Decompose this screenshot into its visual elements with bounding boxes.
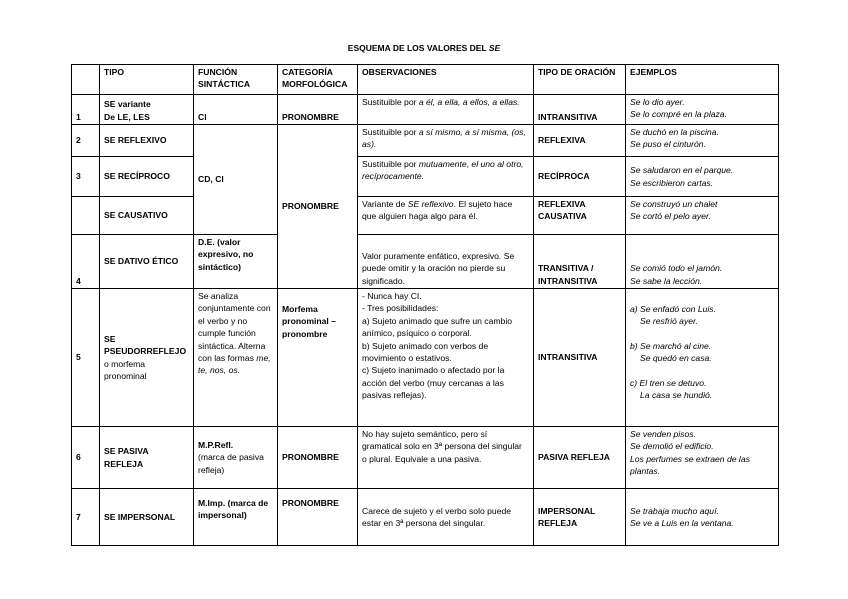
obs-line: - Nunca hay CI. (362, 291, 422, 301)
cell-tipo: SE REFLEXIVO (100, 125, 194, 157)
cell-text-bold: M.P.Refl. (198, 439, 234, 450)
cell-observaciones (358, 157, 534, 197)
cell-observaciones (358, 95, 534, 125)
cell-ejemplos (626, 489, 779, 546)
cell-text-italic: a sí mismo, a sí misma, (os, as). (362, 127, 526, 150)
cell-tipo-oracion (534, 197, 626, 235)
cell-funcion (194, 289, 278, 427)
cell-text: CAUSATIVA (538, 211, 587, 222)
row-number: 2 (72, 125, 100, 157)
row-number: 7 (72, 489, 100, 546)
cell-text: Sustituible por (362, 159, 419, 169)
cell-text-bold: M.Imp. (198, 498, 226, 508)
cell-tipo-oracion: IMPERSONAL REFLEJA (534, 489, 626, 546)
table-row (72, 489, 779, 546)
cell-text: De LE, LES (104, 111, 150, 122)
cell-observaciones (358, 197, 534, 235)
cell-text: Sustituible por (362, 97, 419, 107)
row-number: 4 (72, 235, 100, 289)
example: Se sabe la lección. (630, 275, 703, 286)
page-title: ESQUEMA DE LOS VALORES DEL SE (347, 43, 501, 53)
cell-text-italic: me, te, nos, os. (198, 353, 271, 376)
example: La casa se hundió. (640, 390, 713, 401)
example: Se lo compré en la plaza. (630, 109, 727, 120)
header-tipo: TIPO (100, 65, 194, 95)
cell-observaciones (358, 125, 534, 157)
cell-tipo-oracion: INTRANSITIVA (534, 289, 626, 427)
se-values-table (71, 64, 779, 546)
cell-text: . El sujeto hace que alguien haga algo para él. (362, 199, 513, 222)
cell-funcion (194, 427, 278, 489)
obs-line: b) Sujeto animado con verbos de movimiento o estativos. (362, 340, 489, 364)
example: Se ve a Luis en la ventana. (630, 518, 734, 528)
cell-observaciones (358, 289, 534, 427)
cell-tipo-oracion: INTRANSITIVA (534, 95, 626, 125)
table-row (72, 289, 779, 427)
cell-tipo-oracion: RECÍPROCA (534, 157, 626, 197)
example: Se escribieron cartas. (630, 177, 714, 188)
obs-line: - Tres posibilidades: (362, 303, 439, 314)
header-funcion: FUNCIÓN SINTÁCTICA (194, 65, 278, 95)
cell-tipo: SE IMPERSONAL (100, 489, 194, 546)
cell-tipo (100, 95, 194, 125)
cell-ejemplos (626, 95, 779, 125)
table-row (72, 95, 779, 125)
cell-ejemplos (626, 289, 779, 427)
cell-funcion: CI (194, 95, 278, 125)
header-num (72, 65, 100, 95)
cell-text: Se analiza conjuntamente con el verbo y no cumple función sintáctica. Alterna con las formas (198, 291, 271, 364)
table-row (72, 427, 779, 489)
example: Se resfrió ayer. (640, 316, 698, 327)
cell-ejemplos (626, 235, 779, 289)
cell-text-italic: el uno al otro, recíprocamente. (362, 159, 524, 182)
example: a) Se enfadó con Luis. (630, 304, 716, 314)
cell-observaciones: Carece de sujeto y el verbo solo puede estar en 3ª persona del singular. (358, 489, 534, 546)
title-italic: SE (488, 43, 501, 53)
cell-text: o morfema pronominal (104, 358, 147, 381)
header-ejemplos: EJEMPLOS (626, 65, 779, 95)
obs-line: a) Sujeto animado que sufre un cambio anímico, psíquico o corporal. (362, 315, 513, 339)
cell-categoria: PRONOMBRE (278, 125, 358, 289)
header-categoria: CATEGORÍA MORFOLÓGICA (278, 65, 358, 95)
cell-text-bold: D.E. (198, 237, 215, 247)
example: Se cortó el pelo ayer. (630, 211, 711, 222)
cell-funcion (194, 235, 278, 289)
example: b) Se marchó al cine. (630, 340, 712, 351)
cell-text: Sustituible por (362, 127, 419, 137)
table-row (72, 157, 779, 197)
header-row (72, 65, 779, 95)
cell-ejemplos (626, 427, 779, 489)
cell-observaciones: Valor puramente enfático, expresivo. Se puede omitir y la oración no pierde su significado. (358, 235, 534, 289)
table-row (72, 125, 779, 157)
table-row (72, 197, 779, 235)
row-number: 1 (72, 95, 100, 125)
cell-ejemplos (626, 157, 779, 197)
cell-tipo: SE PASIVA REFLEJA (100, 427, 194, 489)
cell-tipo: SE CAUSATIVO (100, 197, 194, 235)
example: Se duchó en la piscina. (630, 127, 719, 137)
example: Se quedó en casa. (640, 353, 712, 364)
row-number: 3 (72, 157, 100, 197)
cell-ejemplos (626, 125, 779, 157)
example: Se saludaron en el parque. (630, 165, 734, 176)
cell-funcion (194, 489, 278, 546)
cell-categoria: PRONOMBRE (278, 95, 358, 125)
cell-funcion: CD, CI (194, 125, 278, 235)
row-number: 5 (72, 289, 100, 427)
cell-tipo-oracion: TRANSITIVA / INTRANSITIVA (534, 235, 626, 289)
cell-tipo: SE DATIVO ÉTICO (100, 235, 194, 289)
cell-observaciones: No hay sujeto semántico, pero sí gramatical solo en 3ª persona del singular o plural. Equivale a una pasiva. (358, 427, 534, 489)
row-number (72, 197, 100, 235)
example: Los perfumes se extraen de las plantas. (630, 453, 750, 477)
example: Se construyó un chalet (630, 199, 718, 209)
header-observaciones: OBSERVACIONES (358, 65, 534, 95)
cell-text: Variante de (362, 199, 408, 209)
cell-text-italic: SE reflexivo (407, 199, 454, 209)
cell-tipo-oracion: REFLEXIVA (534, 125, 626, 157)
table-row (72, 235, 779, 289)
cell-categoria: PRONOMBRE (278, 427, 358, 489)
example: Se lo dio ayer. (630, 97, 685, 107)
cell-ejemplos (626, 197, 779, 235)
cell-text: (marca de pasiva refleja) (198, 452, 264, 475)
header-tipo-oracion: TIPO DE ORACIÓN (534, 65, 626, 95)
obs-line: c) Sujeto inanimado o afectado por la acción del verbo (muy cercanas a las pasivas reflejas). (362, 365, 505, 401)
cell-text-italic: mutuamente (418, 159, 467, 169)
cell-tipo: SE RECÍPROCO (100, 157, 194, 197)
example: Se comió todo el jamón. (630, 263, 723, 274)
cell-text: REFLEXIVA (538, 199, 586, 209)
example: Se puso el cinturón. (630, 139, 706, 150)
cell-tipo-oracion: PASIVA REFLEJA (534, 427, 626, 489)
example: Se trabaja mucho aquí. (630, 505, 719, 516)
cell-text-bold: SE PSEUDORREFLEJO (104, 333, 187, 357)
cell-text: (valor expresivo, no sintáctico) (198, 237, 254, 272)
cell-categoria: Morfema pronominal – pronombre (278, 289, 358, 427)
cell-text-italic: a él, a ella, a ellos, a ellas. (418, 97, 520, 107)
example: Se demolió el edificio. (630, 441, 714, 452)
cell-tipo (100, 289, 194, 427)
row-number: 6 (72, 427, 100, 489)
cell-text: SE variante (104, 99, 151, 110)
example: c) El tren se detuvo. (630, 377, 707, 388)
cell-text: , (466, 159, 472, 169)
example: Se venden pisos. (630, 429, 696, 439)
cell-text: (marca de impersonal) (198, 498, 269, 521)
cell-categoria: PRONOMBRE (278, 489, 358, 546)
